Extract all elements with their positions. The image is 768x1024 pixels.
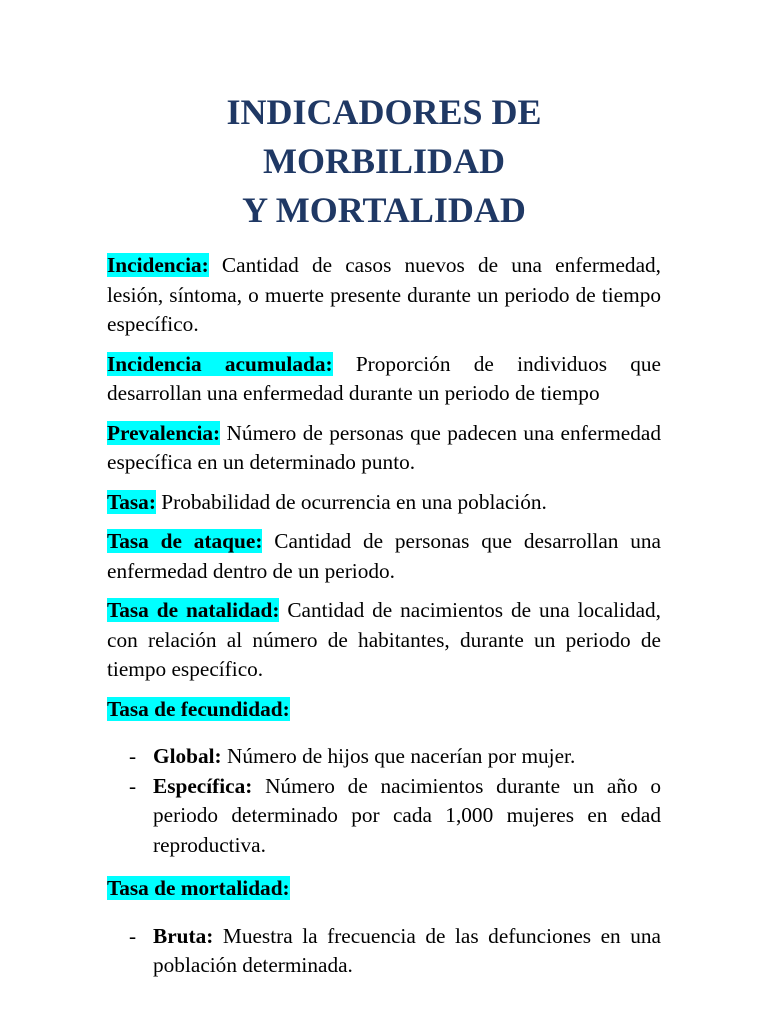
definition-tasa-de-ataque (107, 527, 661, 586)
list-item-global (107, 742, 661, 772)
definition-tasa-de-natalidad (107, 596, 661, 685)
list-item-text: Número de nacimientos durante un año o periodo determinado por cada 1,000 mujeres en edad reproductiva. (153, 773, 661, 857)
page-title (107, 88, 661, 235)
definition-tasa (107, 488, 661, 518)
mortalidad-list (107, 922, 661, 981)
dash-bullet: - (129, 773, 137, 798)
list-item-bruta (107, 922, 661, 981)
definition-text: Cantidad de casos nuevos de una enfermedad, lesión, síntoma, o muerte presente durante un periodo de tiempo específico. (107, 253, 661, 336)
list-item-especifica (107, 772, 661, 861)
definition-text: Proporción de individuos que desarrollan una enfermedad durante un periodo de tiempo (107, 351, 661, 405)
definition-incidencia-acumulada (107, 350, 661, 409)
fecundidad-list (107, 742, 661, 860)
definition-term: Tasa de natalidad: (107, 598, 280, 622)
list-item-term: Global: (153, 744, 222, 768)
definition-prevalencia (107, 419, 661, 478)
title-line-2: Y MORTALIDAD (242, 190, 526, 230)
definition-term: Incidencia acumulada: (107, 351, 333, 376)
definition-term: Incidencia: (107, 253, 209, 277)
definition-text: Número de personas que padecen una enfermedad específica en un determinado punto. (107, 420, 661, 474)
section-heading-fecundidad (107, 695, 661, 725)
definition-term: Tasa: (107, 489, 156, 514)
title-line-1: INDICADORES DE MORBILIDAD (226, 92, 542, 181)
definition-term: Prevalencia: (107, 420, 221, 445)
definition-text: Probabilidad de ocurrencia en una población. (155, 489, 547, 514)
section-heading-mortalidad (107, 874, 661, 904)
dash-bullet: - (129, 744, 137, 768)
definition-text: Cantidad de nacimientos de una localidad, con relación al número de habitantes, durante un periodo de tiempo específico. (107, 598, 661, 681)
section-heading-term: Tasa de mortalidad: (107, 876, 290, 900)
list-item-term: Específica: (153, 773, 253, 798)
section-heading-term: Tasa de fecundidad: (107, 696, 290, 721)
dash-bullet: - (129, 923, 137, 948)
list-item-term: Bruta: (153, 923, 214, 948)
list-item-text: Muestra la frecuencia de las defunciones en una población determinada. (153, 923, 661, 977)
definition-incidencia (107, 251, 661, 340)
definition-term: Tasa de ataque: (107, 529, 263, 553)
list-item-text: Número de hijos que nacerían por mujer. (221, 744, 576, 768)
definition-text: Cantidad de personas que desarrollan una enfermedad dentro de un periodo. (107, 529, 662, 583)
